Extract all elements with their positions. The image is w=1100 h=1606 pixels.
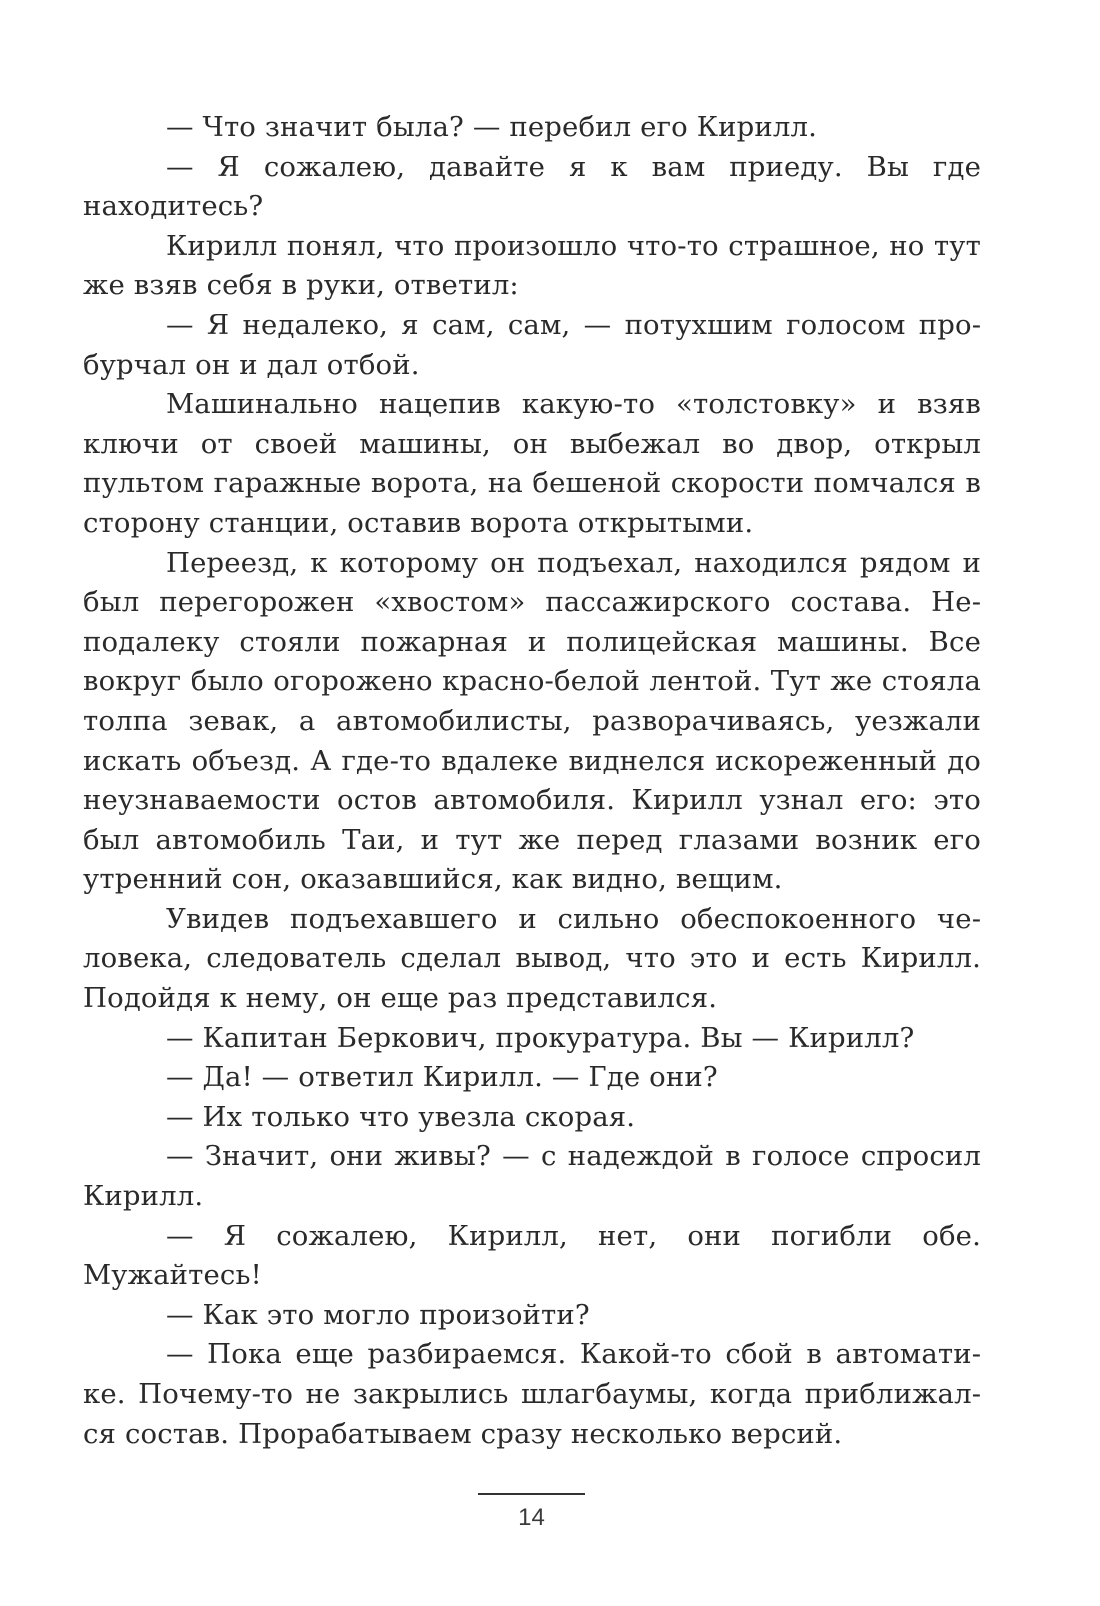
paragraph: Кирилл понял, что произошло что-то страшное, но тут же взяв себя в руки, ответил:	[83, 229, 981, 302]
paragraph: — Я недалеко, я сам, сам, — потухшим голосом пробурчал он и дал отбой.	[83, 308, 981, 381]
paragraph: Машинально нацепив какую-то «толстовку» и взяв ключи от своей машины, он выбежал во двор, открыл пультом гаражные ворота, на бешеной скорости помчался в сторону станции, оставив ворота открытыми.	[83, 388, 981, 539]
paragraph: — Да! — ответил Кирилл. — Где они?	[166, 1061, 718, 1094]
paragraph: — Я сожалею, Кирилл, нет, они погибли обе. Мужайтесь!	[83, 1219, 981, 1292]
paragraph: — Я сожалею, давайте я к вам приеду. Вы где находитесь?	[83, 150, 981, 223]
paragraph: — Капитан Беркович, прокуратура. Вы — Кирилл?	[166, 1021, 915, 1054]
paragraph: — Значит, они живы? — с надеждой в голосе спросил Кирилл.	[83, 1140, 981, 1213]
paragraph: — Как это могло произойти?	[166, 1298, 590, 1331]
paragraph: — Что значит была? — перебил его Кирилл.	[166, 111, 818, 143]
paragraph: Увидев подъехавшего и сильно обеспокоенного человека, следователь сделал вывод, что это и есть Кирилл. Подойдя к нему, он еще раз представился.	[83, 902, 981, 1015]
footer-divider	[478, 1493, 585, 1495]
paragraph: — Их только что увезла скорая.	[166, 1100, 636, 1133]
page-number: 14	[518, 1504, 545, 1531]
paragraph: Переезд, к которому он подъехал, находился рядом и был перегорожен «хвостом» пассажирского состава. Неподалеку стояли пожарная и полицейская машины. Все вокруг было огорожено красно-белой лентой. Тут же стояла толпа зевак, а автомобилисты, разворачиваясь, уезжали искать объезд. А где-то вдалеке виднелся искореженный до неузнаваемости остов автомобиля. Кирилл узнал его: это был автомобиль Таи, и тут же перед глазами возник его утренний сон, оказавшийся, как видно, вещим.	[83, 546, 981, 896]
paragraph: — Пока еще разбираемся. Какой-то сбой в автоматике. Почему-то не закрылись шлагбаумы, когда приближался состав. Прорабатываем сразу несколько версий.	[83, 1338, 981, 1450]
page-body	[83, 108, 981, 1454]
